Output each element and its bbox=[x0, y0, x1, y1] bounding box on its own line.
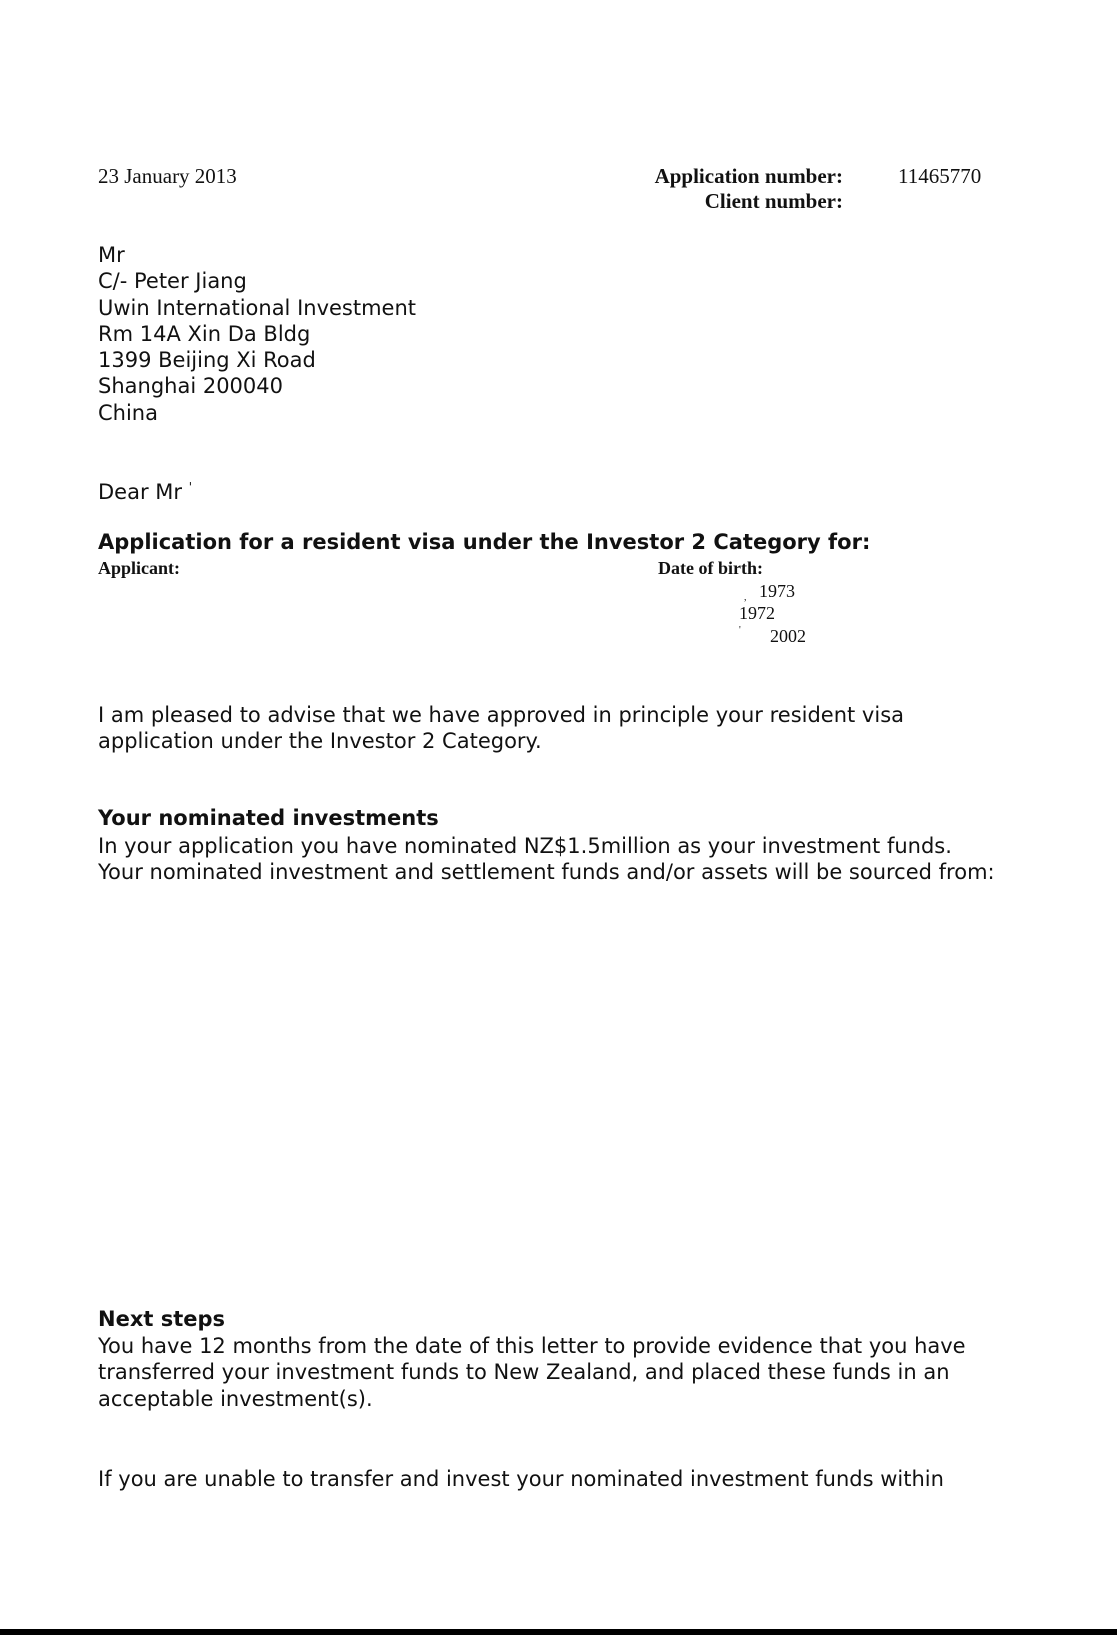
redaction-mark: , bbox=[744, 592, 747, 603]
letter-date: 23 January 2013 bbox=[98, 164, 237, 188]
salutation-text: Dear Mr bbox=[98, 480, 183, 504]
redaction-mark: ' bbox=[739, 625, 741, 636]
recipient-address bbox=[98, 242, 416, 426]
salutation-mark: ' bbox=[188, 480, 193, 494]
next-steps-heading: Next steps bbox=[98, 1307, 226, 1331]
date-of-birth-value: 1973 bbox=[759, 581, 795, 601]
next-steps-continuation: If you are unable to transfer and invest your nominated investment funds within bbox=[98, 1467, 944, 1491]
address-line: Uwin International Investment bbox=[98, 295, 417, 320]
address-line: Shanghai 200040 bbox=[98, 374, 284, 399]
application-number: 11465770 bbox=[898, 164, 982, 188]
nominated-investments-heading: Your nominated investments bbox=[98, 806, 439, 830]
date-of-birth-label: Date of birth: bbox=[658, 558, 763, 578]
nominated-investments-text: In your application you have nominated NZ$1.5million as your investment funds. Your nominated investment and settlement funds and/or assets will be sourced from: bbox=[98, 834, 995, 885]
address-line: Mr bbox=[98, 243, 125, 267]
approval-paragraph: I am pleased to advise that we have approved in principle your resident visa application under the Investor 2 Category. bbox=[98, 703, 905, 754]
application-heading: Application for a resident visa under the Investor 2 Category for: bbox=[98, 530, 871, 554]
address-line: C/- Peter Jiang bbox=[98, 269, 247, 294]
date-of-birth-value: 1972 bbox=[739, 603, 775, 623]
date-of-birth-value: 2002 bbox=[770, 626, 806, 646]
client-number-label: Client number: bbox=[704, 189, 843, 213]
address-line: 1399 Beijing Xi Road bbox=[98, 348, 316, 373]
salutation bbox=[98, 480, 192, 504]
next-steps-text: You have 12 months from the date of this letter to provide evidence that you have transferred your investment funds to New Zealand, and placed these funds in an acceptable investment(s). bbox=[98, 1334, 966, 1411]
page-bottom-border bbox=[0, 1629, 1117, 1635]
address-line: Rm 14A Xin Da Bldg bbox=[98, 321, 311, 346]
application-number-label: Application number: bbox=[654, 164, 843, 188]
applicant-label: Applicant: bbox=[98, 558, 181, 578]
address-line: China bbox=[98, 400, 158, 425]
